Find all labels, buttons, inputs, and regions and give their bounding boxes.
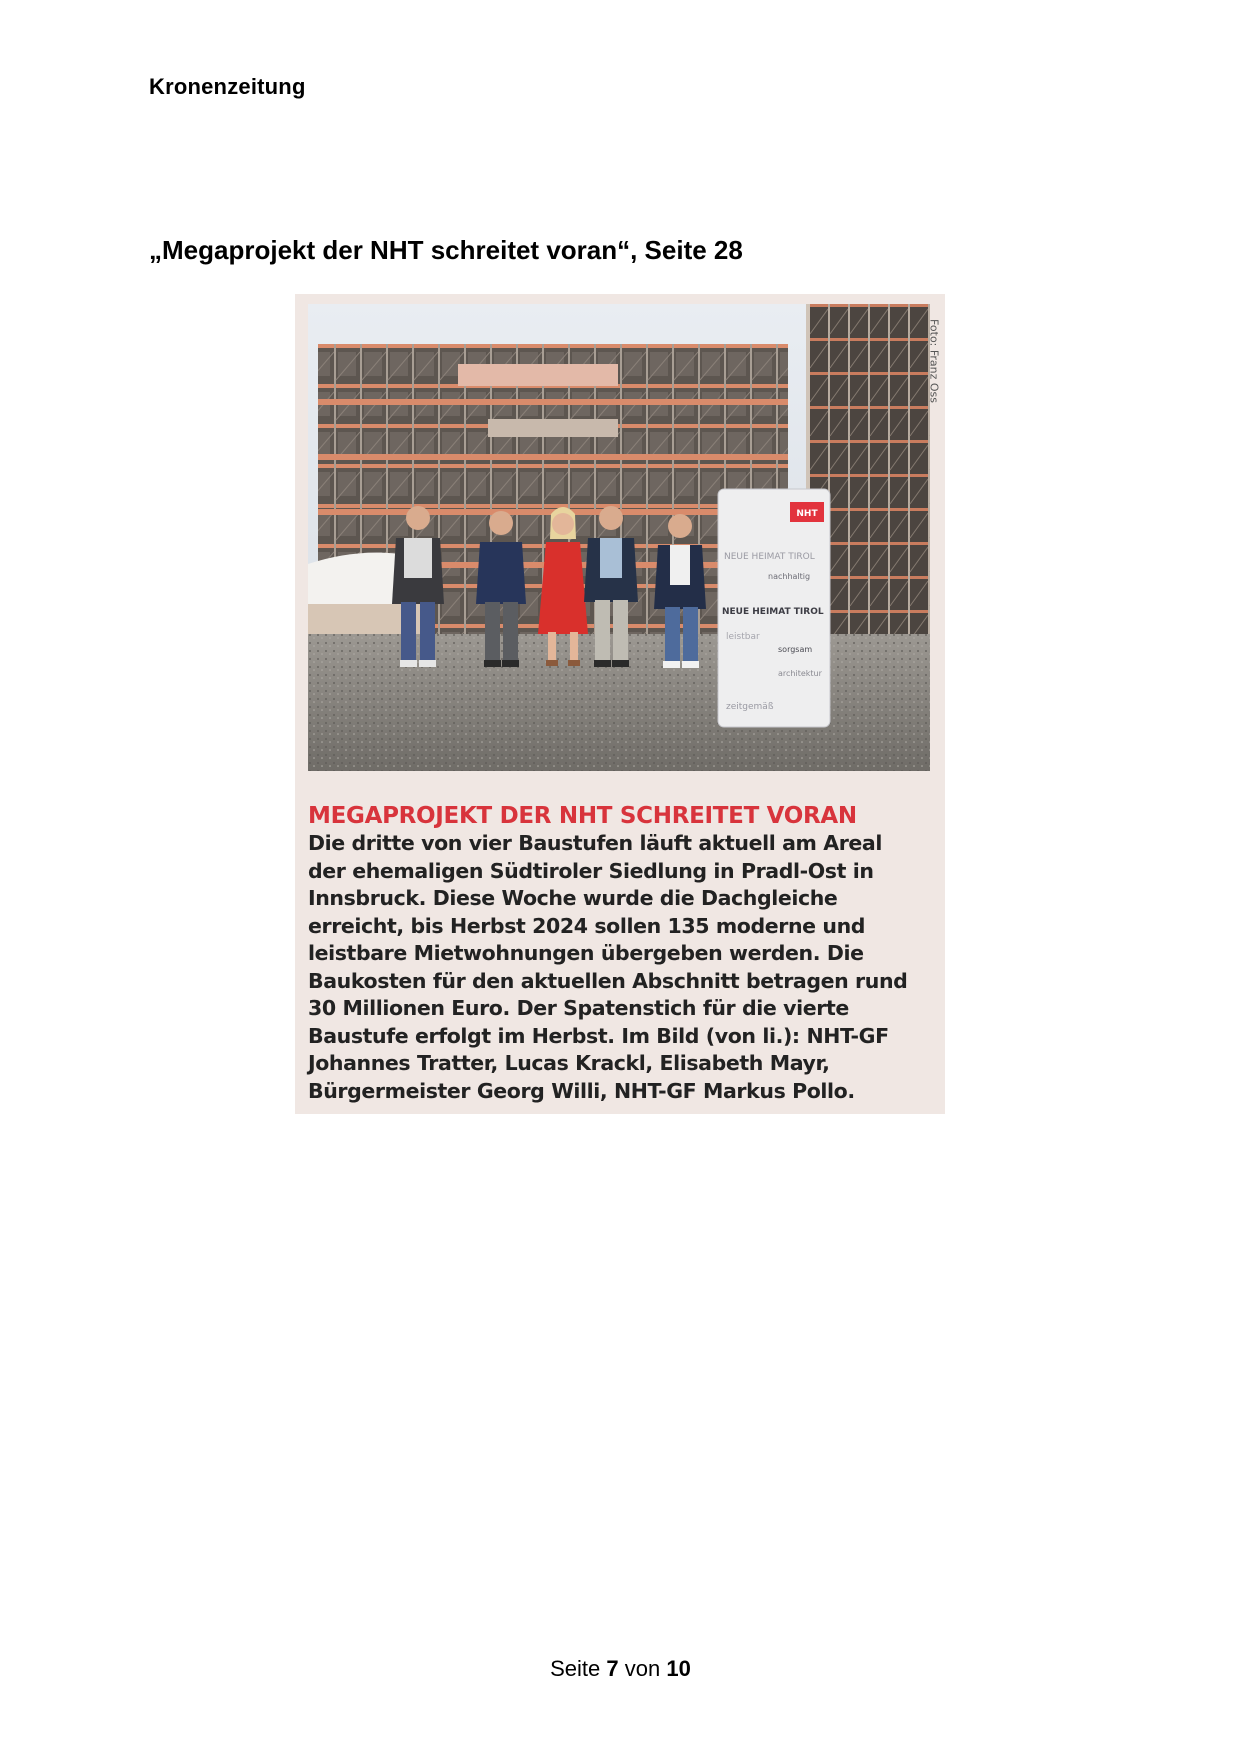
article-title: „Megaprojekt der NHT schreitet voran“, Seite 28 — [149, 235, 743, 265]
page-mid: von — [624, 1656, 661, 1681]
publication-name: Kronenzeitung — [149, 74, 306, 99]
total-pages: 10 — [666, 1656, 691, 1681]
photo-illustration — [308, 304, 930, 771]
body-line: Johannes Tratter, Lucas Krackl, Elisabeth Mayr, — [308, 1051, 830, 1075]
nht-logo-text: NHT — [796, 509, 818, 519]
body-line: Baustufe erfolgt im Herbst. Im Bild (von li.): NHT-GF — [308, 1023, 889, 1048]
body-line: Baukosten für den aktuellen Abschnitt betragen rund — [308, 968, 908, 993]
page-number — [0, 1656, 1241, 1682]
banner-word: architektur — [778, 669, 822, 678]
body-line: Innsbruck. Diese Woche wurde die Dachgleiche — [308, 886, 838, 910]
banner-word: leistbar — [726, 632, 760, 642]
banner-word: NEUE HEIMAT TIROL — [724, 552, 815, 562]
clipping-body — [308, 830, 940, 1105]
clipping-headline: MEGAPROJEKT DER NHT SCHREITET VORAN — [308, 803, 857, 829]
body-line: Bürgermeister Georg Willi, NHT-GF Markus Pollo. — [308, 1078, 855, 1103]
body-line: der ehemaligen Südtiroler Siedlung in Pradl-Ost in — [308, 858, 874, 883]
newspaper-clipping — [295, 294, 945, 1114]
construction-site-photo — [308, 304, 930, 771]
banner-word: nachhaltig — [768, 572, 811, 581]
body-line: 30 Millionen Euro. Der Spatenstich für die vierte — [308, 996, 849, 1020]
body-line: erreicht, bis Herbst 2024 sollen 135 moderne und — [308, 913, 866, 938]
clipping-caption — [308, 802, 940, 1105]
body-line: leistbare Mietwohnungen übergeben werden. Die — [308, 941, 864, 965]
current-page: 7 — [606, 1656, 619, 1681]
body-line: Die dritte von vier Baustufen läuft aktuell am Areal — [308, 831, 882, 855]
banner-word: zeitgemäß — [726, 702, 774, 712]
photo-credit: Foto: Franz Oss — [927, 318, 941, 404]
nht-banner — [718, 489, 830, 727]
banner-word: NEUE HEIMAT TIROL — [722, 607, 824, 617]
page-prefix: Seite — [550, 1656, 601, 1681]
banner-word: sorgsam — [778, 645, 813, 654]
